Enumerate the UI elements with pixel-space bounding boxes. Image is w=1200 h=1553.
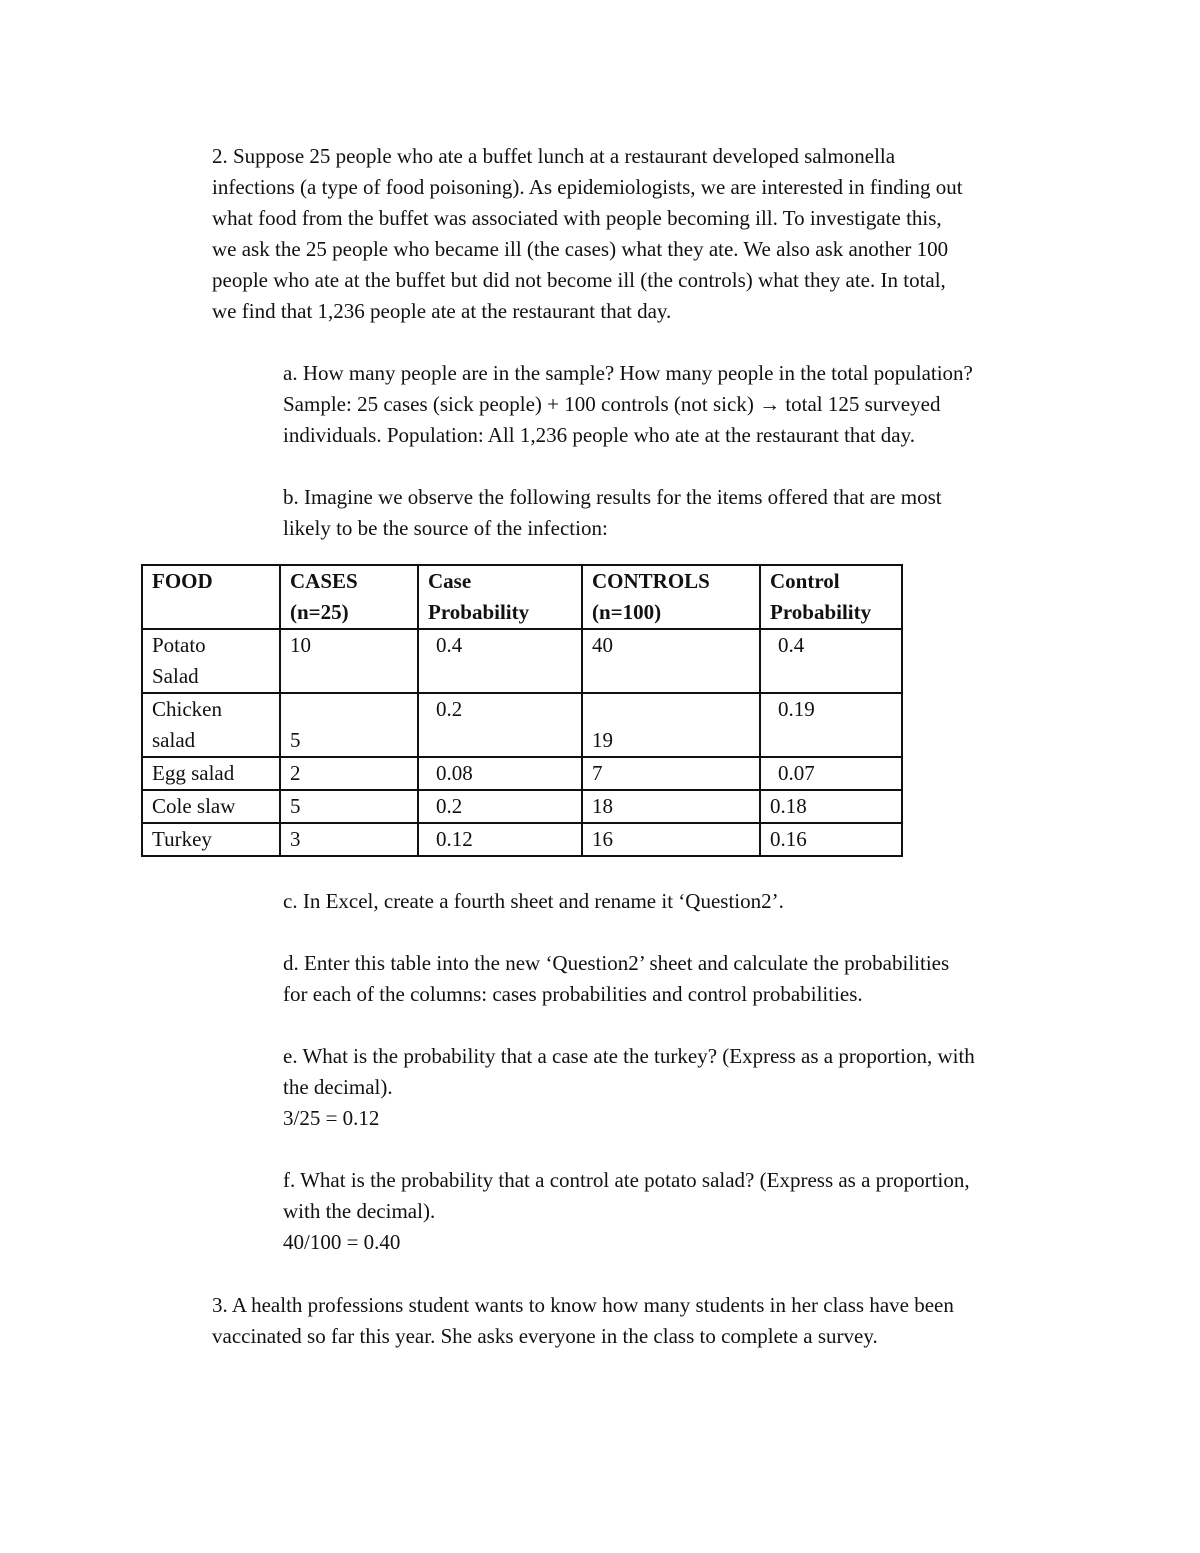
question-2-intro — [212, 141, 963, 327]
header-control-probability: Control Probability — [760, 565, 902, 629]
question-2d — [283, 948, 949, 1010]
header-controls: CONTROLS (n=100) — [582, 565, 760, 629]
cell-case-probability: 0.4 — [418, 629, 582, 693]
text-line: people who ate at the buffet but did not become ill (the controls) what they ate. In total, — [212, 268, 946, 292]
question-2e — [283, 1041, 975, 1134]
answer-line: individuals. Population: All 1,236 people who ate at the restaurant that day. — [283, 423, 916, 447]
answer-line: 3/25 = 0.12 — [283, 1106, 380, 1130]
table-row — [142, 790, 902, 823]
question-3-intro — [212, 1290, 954, 1352]
cell-cases: 5 — [280, 790, 418, 823]
header-food: FOOD — [142, 565, 280, 629]
text-line: the decimal). — [283, 1075, 393, 1099]
text-line: c. In Excel, create a fourth sheet and rename it ‘Question2’. — [283, 889, 784, 913]
text-line: we ask the 25 people who became ill (the cases) what they ate. We also ask another 100 — [212, 237, 949, 261]
question-2f — [283, 1165, 970, 1258]
header-case-probability: Case Probability — [418, 565, 582, 629]
cell-control-probability: 0.07 — [760, 757, 902, 790]
cell-food: Turkey — [142, 823, 280, 856]
text-line: vaccinated so far this year. She asks everyone in the class to complete a survey. — [212, 1324, 878, 1348]
table-row — [142, 629, 902, 693]
cell-controls: 16 — [582, 823, 760, 856]
text-line: 2. Suppose 25 people who ate a buffet lunch at a restaurant developed salmonella — [212, 144, 896, 168]
cell-controls: 7 — [582, 757, 760, 790]
cell-food: Cole slaw — [142, 790, 280, 823]
cell-case-probability: 0.12 — [418, 823, 582, 856]
cell-food: Chicken salad — [142, 693, 280, 757]
cell-cases: 3 — [280, 823, 418, 856]
table-row — [142, 823, 902, 856]
text-line: e. What is the probability that a case ate the turkey? (Express as a proportion, with — [283, 1044, 975, 1068]
text-line: b. Imagine we observe the following results for the items offered that are most — [283, 485, 942, 509]
question-2c — [283, 886, 784, 917]
question-2b — [283, 482, 942, 544]
text-line: a. How many people are in the sample? How many people in the total population? — [283, 361, 973, 385]
cell-controls: 19 — [582, 693, 760, 757]
header-cases: CASES (n=25) — [280, 565, 418, 629]
cell-case-probability: 0.2 — [418, 790, 582, 823]
food-results-table — [141, 564, 903, 857]
cell-controls: 18 — [582, 790, 760, 823]
cell-cases: 2 — [280, 757, 418, 790]
text-line: f. What is the probability that a control ate potato salad? (Express as a proportion, — [283, 1168, 970, 1192]
table-header-row — [142, 565, 902, 629]
text-line: for each of the columns: cases probabilities and control probabilities. — [283, 982, 863, 1006]
cell-cases: 10 — [280, 629, 418, 693]
cell-control-probability: 0.19 — [760, 693, 902, 757]
text-line: likely to be the source of the infection: — [283, 516, 608, 540]
cell-control-probability: 0.4 — [760, 629, 902, 693]
answer-line: 40/100 = 0.40 — [283, 1230, 401, 1254]
cell-food: Potato Salad — [142, 629, 280, 693]
cell-food: Egg salad — [142, 757, 280, 790]
cell-cases: 5 — [280, 693, 418, 757]
question-2a — [283, 358, 973, 451]
cell-control-probability: 0.18 — [760, 790, 902, 823]
answer-line: Sample: 25 cases (sick people) + 100 controls (not sick) → total 125 surveyed — [283, 392, 941, 416]
text-line: infections (a type of food poisoning). As epidemiologists, we are interested in finding out — [212, 175, 963, 199]
text-line: d. Enter this table into the new ‘Question2’ sheet and calculate the probabilities — [283, 951, 950, 975]
table-row — [142, 757, 902, 790]
table-row — [142, 693, 902, 757]
cell-controls: 40 — [582, 629, 760, 693]
text-line: 3. A health professions student wants to know how many students in her class have been — [212, 1293, 954, 1317]
text-line: we find that 1,236 people ate at the restaurant that day. — [212, 299, 672, 323]
cell-case-probability: 0.2 — [418, 693, 582, 757]
text-line: with the decimal). — [283, 1199, 436, 1223]
text-line: what food from the buffet was associated with people becoming ill. To investigate this, — [212, 206, 942, 230]
cell-control-probability: 0.16 — [760, 823, 902, 856]
cell-case-probability: 0.08 — [418, 757, 582, 790]
